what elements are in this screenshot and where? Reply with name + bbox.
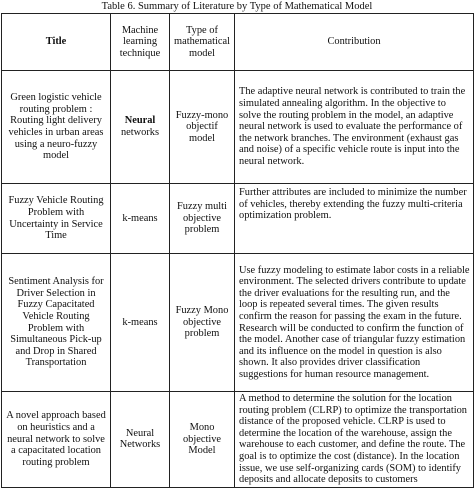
row-technique: k-means [111,184,170,254]
table-row [2,71,474,184]
header-row [2,14,474,71]
table-row [2,184,474,254]
row-technique: Neural Networks [111,392,170,488]
row-title: Green logistic vehicle routing problem : Routing light delivery vehicles in urban areas using a neuro-fuzzy model [2,71,111,184]
table-caption: Table 6. Summary of Literature by Type of Mathematical Model [101,1,373,12]
row-title: Sentiment Analysis for Driver Selection in Fuzzy Capacitated Vehicle Routing Problem with Simultaneous Pick-up and Drop in Shared Transportation [2,254,111,392]
row-model: Mono objective Model [170,392,235,488]
table-row [2,392,474,488]
row-model: Fuzzy-mono objectif model [170,71,235,184]
row-contribution: Use fuzzy modeling to estimate labor costs in a reliable environment. The selected drivers contribute to update the driver evaluations for the resulting run, and the loop is repeated several times. The given results confirm the reason for passing the exam in the future. Research will be conducted to confirm the function of the model. Another case of triangular fuzzy estimation and its influence on the model in question is also shown. It also provides driver classification suggestions for human resource management. [235,254,474,392]
row-technique-bold: Neural [124,115,156,127]
row-contribution: The adaptive neural network is contributed to train the simulated annealing algorithm. In the objective to solve the routing problem in the model, an adaptive neural network is used to evaluate the performance of the network branches. The environment (exhaust gas and noise) of a specific vehicle route is input into the neural network. [235,71,474,184]
row-model: Fuzzy multi objective problem [170,184,235,254]
header-title: Title [2,14,111,71]
row-title: Fuzzy Vehicle Routing Problem with Uncertainty in Service Time [2,184,111,254]
row-model: Fuzzy Mono objective problem [170,254,235,392]
table-row [2,254,474,392]
row-technique: k-means [111,254,170,392]
header-model-type: Type of mathematical model [170,14,235,71]
row-contribution: Further attributes are included to minimize the number of vehicles, thereby extending the fuzzy multi-criteria optimization problem. [235,184,474,254]
row-technique-rest: networks [120,127,160,138]
row-contribution: A method to determine the solution for the location routing problem (CLRP) to optimize the transportation distance of the proposed vehicle. CLRP is used to determine the location of the warehouse, assign the warehouse to each customer, and define the route. The goal is to optimize the cost (distance). In the location issue, we use self-organizing cards (SOM) to identify deposits and allocate deposits to customers [235,392,474,488]
row-title: A novel approach based on heuristics and a neural network to solve a capacitated location routing problem [2,392,111,488]
header-contribution: Contribution [235,14,474,71]
row-technique [111,71,170,184]
literature-table [1,13,474,488]
header-ml-technique: Machine learning technique [111,14,170,71]
